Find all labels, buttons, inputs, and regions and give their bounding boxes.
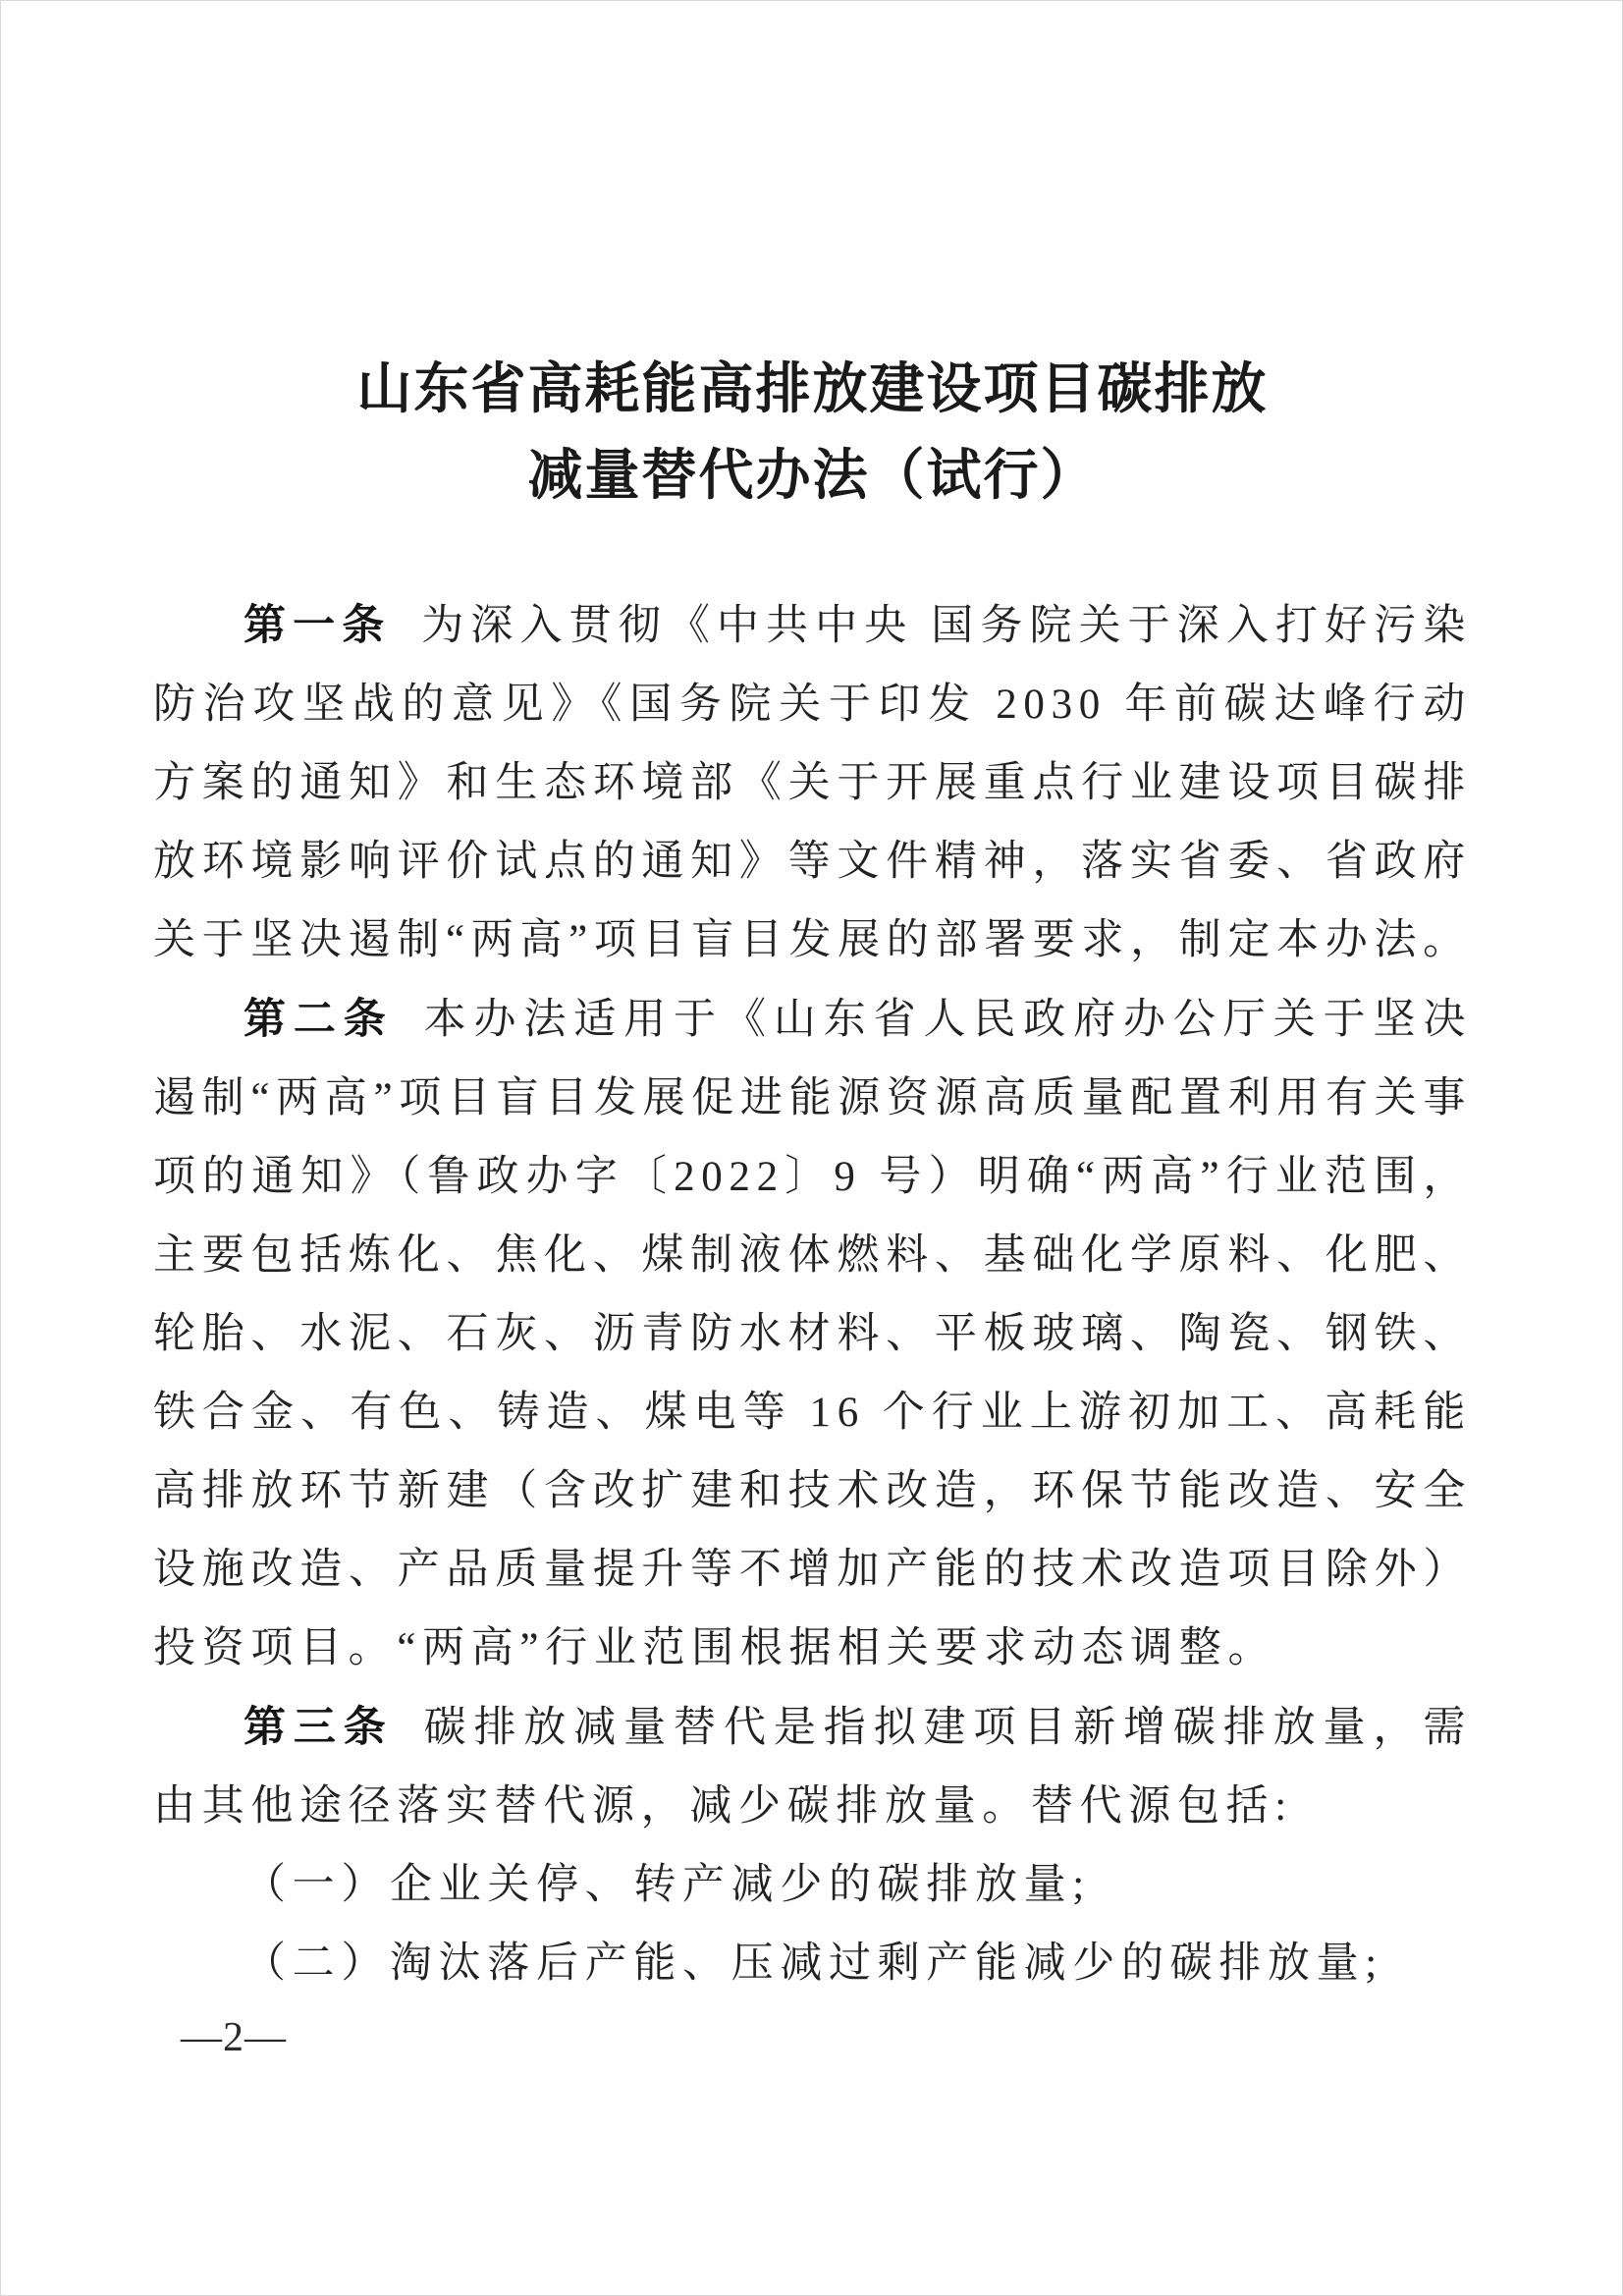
document-title-line-1: 山东省高耗能高排放建设项目碳排放 xyxy=(356,359,1269,420)
article-1-label: 第一条 xyxy=(243,602,392,649)
article-2-text: 本办法适用于《山东省人民政府办公厅关于坚决遏制“两高”项目盲目发展促进能源资源高质量配置利用有关事项的通知》（鲁政办字〔2022〕9 号）明确“两高”行业范围，主要包括炼化、焦化、煤制液体燃料、基础化学原料、化肥、轮胎、水泥、石灰、沥青防水材料、平板玻璃、陶瓷、钢铁、铁合金、有色、铸造、煤电等 16 个行业上游初加工、高耗能高排放环节新建（含改扩建和技术改造，环保节能改造、安全设施改造、产品质量提升等不增加产能的技术改造项目除外）投资项目。“两高”行业范围根据相关要求动态调整。 xyxy=(153,997,1473,1671)
page-number: —2— xyxy=(181,2015,287,2060)
list-item-1: （一）企业关停、转产减少的碳排放量; xyxy=(243,1862,1091,1908)
article-2-paragraph xyxy=(153,980,1472,1688)
document-body xyxy=(153,586,1472,2003)
document-title-line-2: 减量替代办法（试行） xyxy=(527,446,1098,507)
document-title xyxy=(153,347,1472,519)
article-1-text: 为深入贯彻《中共中央 国务院关于深入打好污染防治攻坚战的意见》《国务院关于印发 2030 年前碳达峰行动方案的通知》和生态环境部《关于开展重点行业建设项目碳排放环境影响评价试点的通知》等文件精神，落实省委、省政府关于坚决遏制“两高”项目盲目发展的部署要求，制定本办法。 xyxy=(153,603,1472,963)
article-3-text: 碳排放减量替代是指拟建项目新增碳排放量，需由其他途径落实替代源，减少碳排放量。替代源包括: xyxy=(153,1705,1473,1830)
article-3-label: 第三条 xyxy=(243,1704,394,1751)
article-1-paragraph xyxy=(153,586,1472,980)
article-2-label: 第二条 xyxy=(243,996,394,1043)
list-item-2: （二）淘汰落后产能、压减过剩产能减少的碳排放量; xyxy=(243,1941,1383,1987)
document-content xyxy=(1,1,1622,2003)
article-3-paragraph xyxy=(153,1688,1472,1846)
